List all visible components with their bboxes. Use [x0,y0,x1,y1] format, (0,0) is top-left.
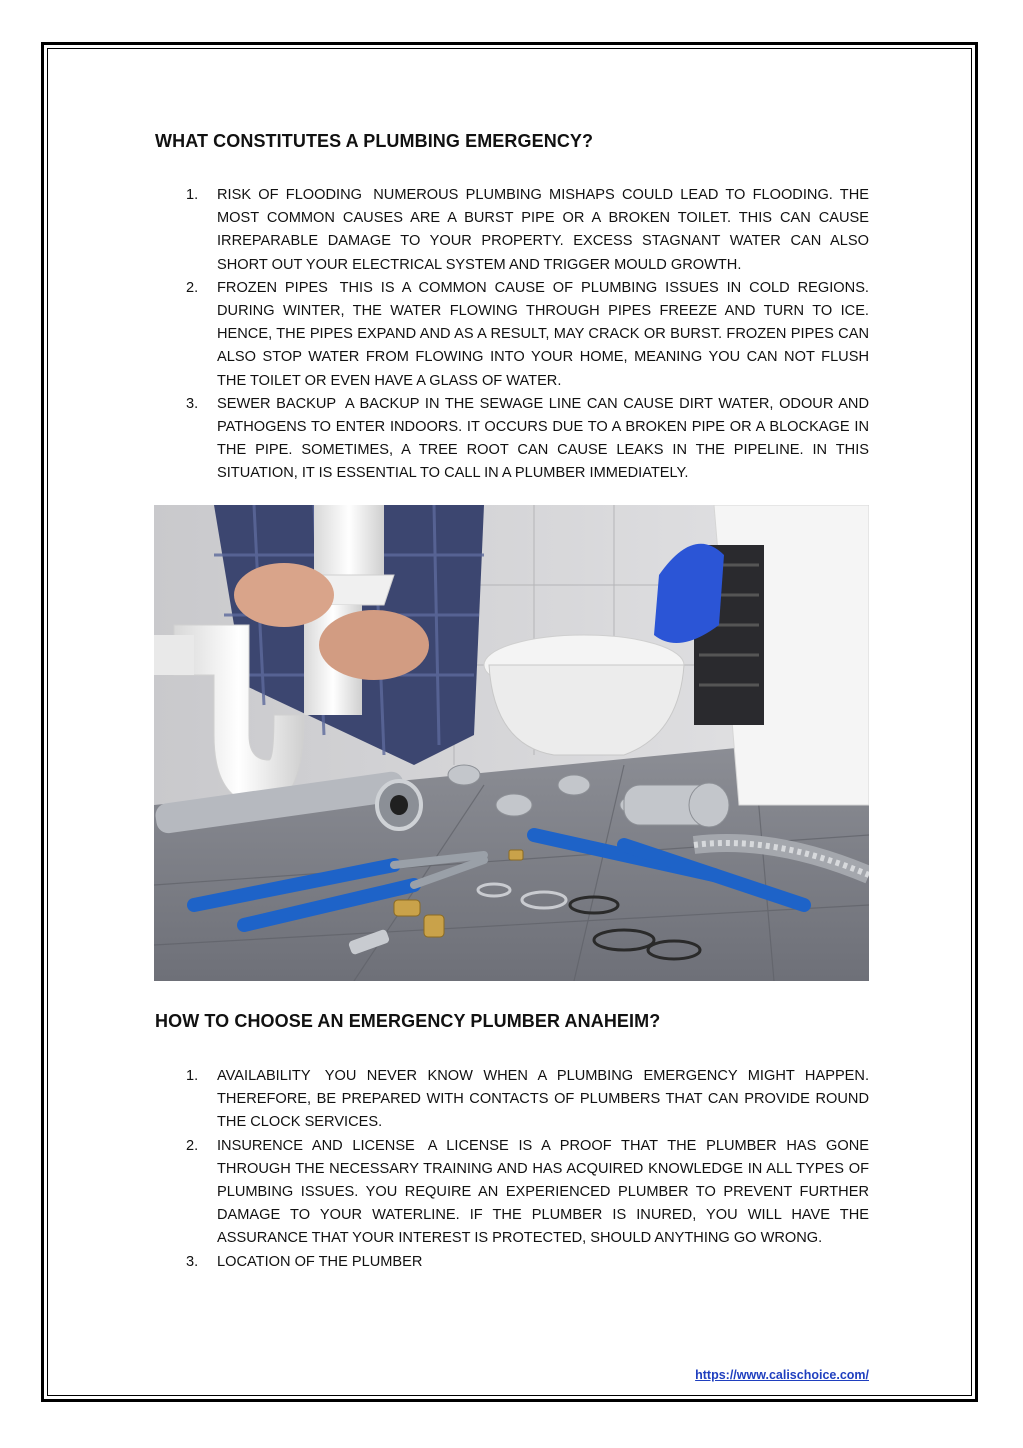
item-text: A LICENSE IS A PROOF THAT THE PLUMBER HAS GONE THROUGH THE NECESSARY TRAINING AND HAS ACQUIRED KNOWLEDGE IN ALL TYPES OF PLUMBING ISSUES. YOU REQUIRE AN EXPERIENCED PLUMBER TO PREVENT FURTHER DAMAGE TO YOUR WATERLINE. IF THE PLUMBER IS INURED, YOU WILL HAVE THE ASSURANCE THAT YOUR INTEREST IS PROTECTED, SHOULD ANYTHING GO WRONG. [217,1137,870,1247]
item-title: AVAILABILITY [217,1068,311,1084]
plumber-tools-photo [154,505,869,981]
item-title: RISK OF FLOODING [217,187,362,203]
item-title: INSURENCE AND LICENSE [217,1137,415,1154]
item-title: LOCATION OF THE PLUMBER [217,1253,423,1270]
item-text: NUMEROUS PLUMBING MISHAPS COULD LEAD TO FLOODING. THE MOST COMMON CAUSES ARE A BURST PIPE OR A BROKEN TOILET. THIS CAN CAUSE IRREPARABLE DAMAGE TO YOUR PROPERTY. EXCESS STAGNANT WATER CAN ALSO SHORT OUT YOUR ELECTRICAL SYSTEM AND TRIGGER MOULD GROWTH. [217,187,869,273]
list-item: 3. LOCATION OF THE PLUMBER [186,1253,423,1270]
section-heading-emergency: WHAT CONSTITUTES A PLUMBING EMERGENCY? [155,131,594,151]
list-item: 3. SEWER BACKUP A BACKUP IN THE SEWAGE LINE CAN CAUSE DIRT WATER, ODOUR AND PATHOGENS TO ENTER INDOORS. IT OCCURS DUE TO A BROKEN PIPE OR A BLOCKAGE IN THE PIPE. SOMETIMES, A TREE ROOT CAN CAUSE LEAKS IN THE PIPELINE. IN THIS SITUATION, IT IS ESSENTIAL TO CALL IN A PLUMBER IMMEDIATELY. [186,395,870,482]
website-link[interactable]: https://www.calischoice.com/ [695,1368,869,1382]
item-text: YOU NEVER KNOW WHEN A PLUMBING EMERGENCY MIGHT HAPPEN. THEREFORE, BE PREPARED WITH CONTACTS OF PLUMBERS THAT CAN PROVIDE ROUND THE CLOCK SERVICES. [217,1068,870,1131]
item-title: FROZEN PIPES [217,279,328,296]
item-text: THIS IS A COMMON CAUSE OF PLUMBING ISSUES IN COLD REGIONS. DURING WINTER, THE WATER FLOWING THROUGH PIPES FREEZE AND TURN TO ICE. HENCE, THE PIPES EXPAND AND AS A RESULT, MAY CRACK OR BURST. FROZEN PIPES CAN ALSO STOP WATER FROM FLOWING INTO YOUR HOME, MEANING YOU CAN NOT FLUSH THE TOILET OR EVEN HAVE A GLASS OF WATER. [217,279,869,389]
item-text: A BACKUP IN THE SEWAGE LINE CAN CAUSE DIRT WATER, ODOUR AND PATHOGENS TO ENTER INDOORS. IT OCCURS DUE TO A BROKEN PIPE OR A BLOCKAGE IN THE PIPE. SOMETIMES, A TREE ROOT CAN CAUSE LEAKS IN THE PIPELINE. IN THIS SITUATION, IT IS ESSENTIAL TO CALL IN A PLUMBER IMMEDIATELY. [217,395,870,482]
item-title: SEWER BACKUP [217,395,337,412]
choose-plumber-list [155,1065,869,1274]
list-item: 2. INSURENCE AND LICENSE A LICENSE IS A PROOF THAT THE PLUMBER HAS GONE THROUGH THE NECESSARY TRAINING AND HAS ACQUIRED KNOWLEDGE IN ALL TYPES OF PLUMBING ISSUES. YOU REQUIRE AN EXPERIENCED PLUMBER TO PREVENT FURTHER DAMAGE TO YOUR WATERLINE. IF THE PLUMBER IS INURED, YOU WILL HAVE THE ASSURANCE THAT YOUR INTEREST IS PROTECTED, SHOULD ANYTHING GO WRONG. [186,1137,870,1247]
list-item: 2. FROZEN PIPES THIS IS A COMMON CAUSE OF PLUMBING ISSUES IN COLD REGIONS. DURING WINTER, THE WATER FLOWING THROUGH PIPES FREEZE AND TURN TO ICE. HENCE, THE PIPES EXPAND AND AS A RESULT, MAY CRACK OR BURST. FROZEN PIPES CAN ALSO STOP WATER FROM FLOWING INTO YOUR HOME, MEANING YOU CAN NOT FLUSH THE TOILET OR EVEN HAVE A GLASS OF WATER. [186,279,869,389]
emergency-list [155,184,869,486]
list-item: 1. RISK OF FLOODING NUMEROUS PLUMBING MISHAPS COULD LEAD TO FLOODING. THE MOST COMMON CAUSES ARE A BURST PIPE OR A BROKEN TOILET. THIS CAN CAUSE IRREPARABLE DAMAGE TO YOUR PROPERTY. EXCESS STAGNANT WATER CAN ALSO SHORT OUT YOUR ELECTRICAL SYSTEM AND TRIGGER MOULD GROWTH. [186,187,869,273]
list-item: 1. AVAILABILITY YOU NEVER KNOW WHEN A PLUMBING EMERGENCY MIGHT HAPPEN. THEREFORE, BE PREPARED WITH CONTACTS OF PLUMBERS THAT CAN PROVIDE ROUND THE CLOCK SERVICES. [186,1068,870,1131]
section-heading-choose: HOW TO CHOOSE AN EMERGENCY PLUMBER ANAHEIM? [155,1011,661,1031]
